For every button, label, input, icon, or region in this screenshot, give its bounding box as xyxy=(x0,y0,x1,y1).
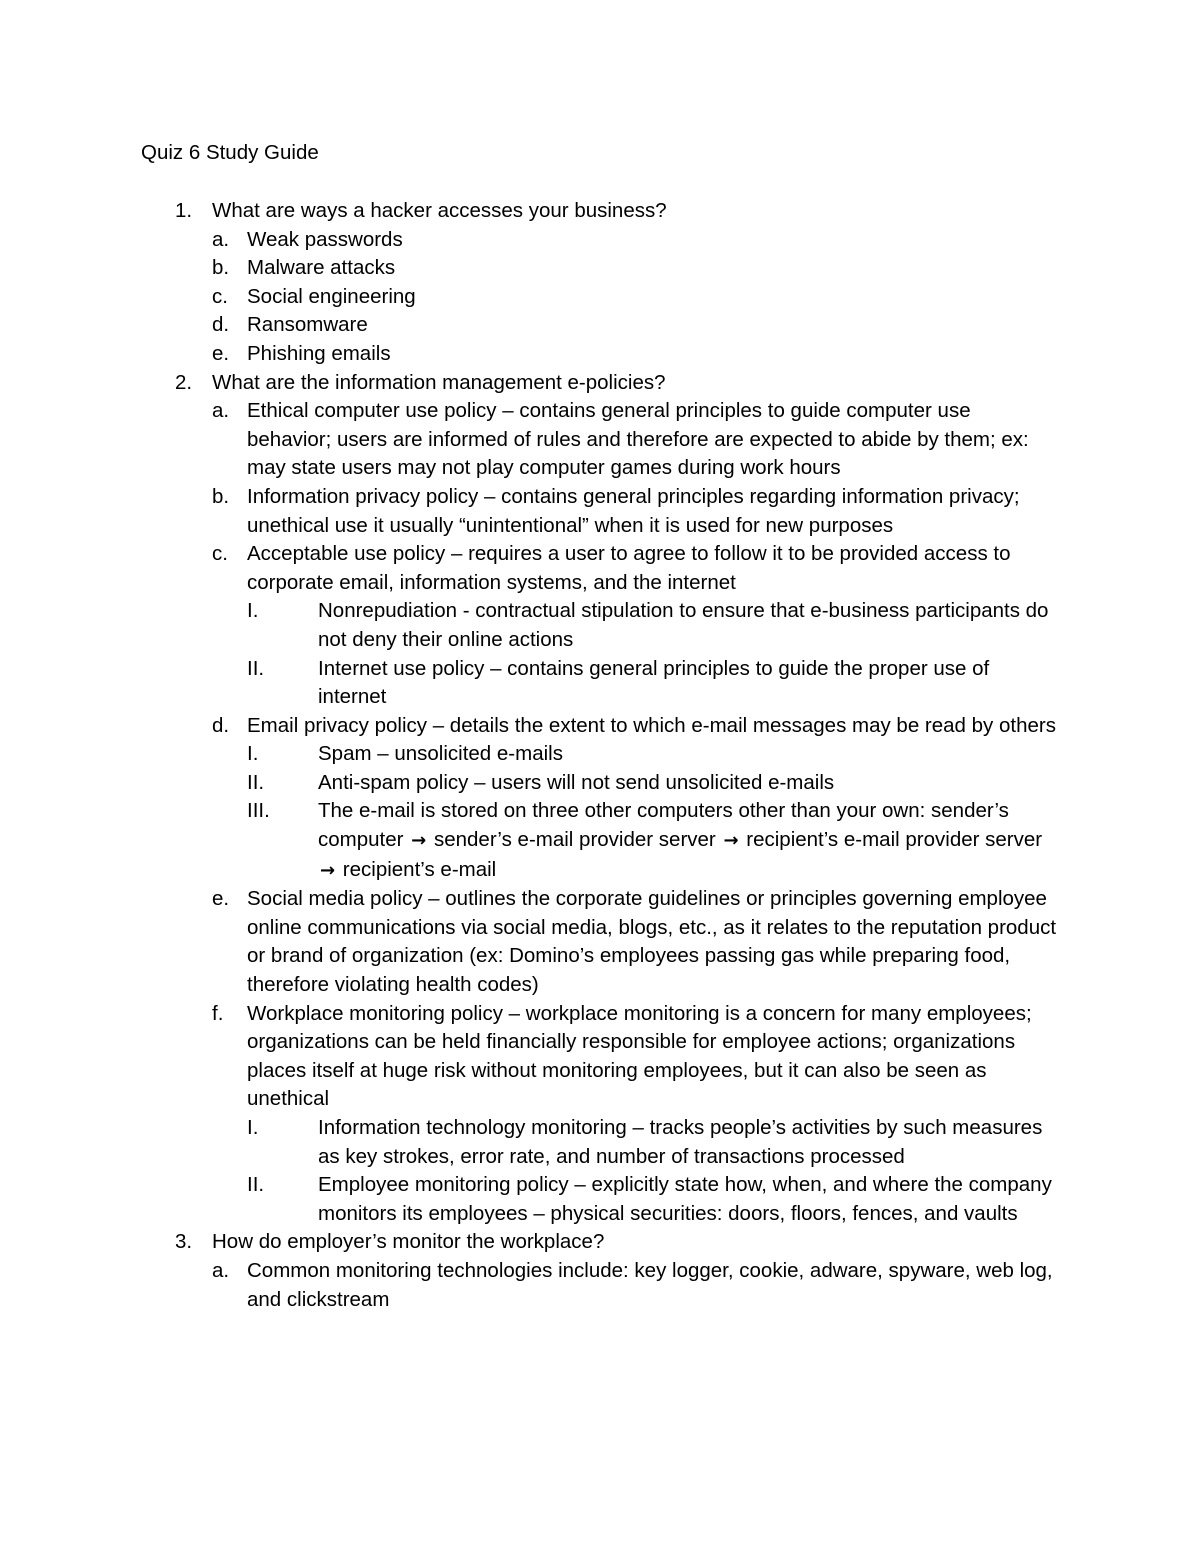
answer-label: d. xyxy=(212,713,230,737)
sub-item xyxy=(0,769,1200,798)
answer-label: a. xyxy=(212,227,230,251)
sub-item xyxy=(0,797,1200,885)
answer-text: Information privacy policy – contains general principles regarding information privacy; unethical use it usually “unintentional” when it is used for new purposes xyxy=(247,484,1020,537)
answer-label: d. xyxy=(212,313,230,337)
answer-text: Social media policy – outlines the corporate guidelines or principles governing employee online communications via social media, blogs, etc., as it relates to the reputation product or brand of organization (ex: Domino’s employees passing gas while preparing food, therefore violating health codes) xyxy=(247,887,1057,997)
question-number: 3. xyxy=(175,1230,193,1254)
document-body xyxy=(0,197,1200,1314)
question-number: 1. xyxy=(175,199,193,222)
answer-item xyxy=(0,540,1200,597)
question-text: What are ways a hacker accesses your business? xyxy=(212,199,667,222)
answer-item xyxy=(0,311,1200,340)
answer-item xyxy=(0,283,1200,312)
answer-item xyxy=(0,483,1200,540)
arrow-right-icon: → xyxy=(411,830,427,852)
answer-item xyxy=(0,885,1200,999)
question-text: How do employer’s monitor the workplace? xyxy=(212,1230,605,1254)
email-path-part: The e-mail is stored on three other computers other than your own: sender’s computer xyxy=(318,799,1009,852)
sub-text xyxy=(318,797,1058,885)
sub-text: Anti-spam policy – users will not send unsolicited e-mails xyxy=(318,770,835,794)
question-1 xyxy=(0,197,1200,226)
sub-text: Internet use policy – contains general principles to guide the proper use of internet xyxy=(318,656,990,709)
sub-text: Spam – unsolicited e-mails xyxy=(318,742,563,766)
arrow-right-icon: → xyxy=(723,830,739,852)
sub-item xyxy=(0,1114,1200,1171)
answer-label: e. xyxy=(212,341,230,365)
answer-label: a. xyxy=(212,399,230,423)
answer-text: Phishing emails xyxy=(247,341,391,365)
sub-text: Nonrepudiation - contractual stipulation to ensure that e-business participants do not deny their online actions xyxy=(318,599,1049,651)
email-path-part: sender’s e-mail provider server xyxy=(433,828,716,852)
sub-label: I. xyxy=(247,1116,259,1139)
answer-text: Malware attacks xyxy=(247,256,396,280)
sub-item xyxy=(0,1171,1200,1228)
answer-text: Weak passwords xyxy=(247,227,403,251)
sub-label: III. xyxy=(247,799,270,823)
question-text: What are the information management e-policies? xyxy=(212,370,666,394)
question-number: 2. xyxy=(175,370,193,394)
sub-label: II. xyxy=(247,656,265,680)
question-2 xyxy=(0,369,1200,398)
answer-text: Ethical computer use policy – contains general principles to guide computer use behavior; users are informed of rules and therefore are expected to abide by them; ex: may state users may not play computer games during work hours xyxy=(247,399,1029,480)
sub-label: II. xyxy=(247,770,265,794)
answer-text: Workplace monitoring policy – workplace monitoring is a concern for many employees; organizations can be held financially responsible for employee actions; organizations places itself at huge risk without monitoring employees, but it can also be seen as unethical xyxy=(247,1001,1032,1111)
answer-item xyxy=(0,226,1200,255)
sub-text: Information technology monitoring – tracks people’s activities by such measures as key strokes, error rate, and number of transactions processed xyxy=(318,1116,1043,1168)
email-path-part: recipient’s e-mail provider server xyxy=(746,828,1043,852)
sub-item xyxy=(0,655,1200,712)
answer-label: b. xyxy=(212,256,230,280)
question-3 xyxy=(0,1228,1200,1257)
answer-item xyxy=(0,397,1200,483)
answer-label: b. xyxy=(212,484,230,508)
document-title: Quiz 6 Study Guide xyxy=(141,141,319,164)
answer-text: Common monitoring technologies include: key logger, cookie, adware, spyware, web log, and clickstream xyxy=(247,1258,1053,1311)
answer-label: c. xyxy=(212,542,228,566)
answer-text: Email privacy policy – details the extent to which e-mail messages may be read by others xyxy=(247,713,1056,737)
sub-label: II. xyxy=(247,1173,265,1197)
sub-item xyxy=(0,740,1200,769)
answer-label: f. xyxy=(212,1001,224,1025)
answer-text: Acceptable use policy – requires a user to agree to follow it to be provided access to corporate email, information systems, and the internet xyxy=(247,542,1011,594)
answer-item xyxy=(0,254,1200,283)
arrow-right-icon: → xyxy=(320,859,336,881)
answer-item xyxy=(0,340,1200,369)
answer-item xyxy=(0,1000,1200,1114)
answer-label: e. xyxy=(212,887,230,911)
sub-label: I. xyxy=(247,742,259,766)
answer-label: a. xyxy=(212,1258,230,1282)
answer-text: Ransomware xyxy=(247,313,368,337)
sub-item xyxy=(0,597,1200,654)
answer-item xyxy=(0,712,1200,741)
sub-label: I. xyxy=(247,599,259,623)
sub-text: Employee monitoring policy – explicitly state how, when, and where the company monitors its employees – physical securities: doors, floors, fences, and vaults xyxy=(318,1173,1052,1225)
answer-label: c. xyxy=(212,284,228,308)
email-path-part: recipient’s e-mail xyxy=(342,857,497,881)
answer-item xyxy=(0,1257,1200,1314)
answer-text: Social engineering xyxy=(247,284,416,308)
